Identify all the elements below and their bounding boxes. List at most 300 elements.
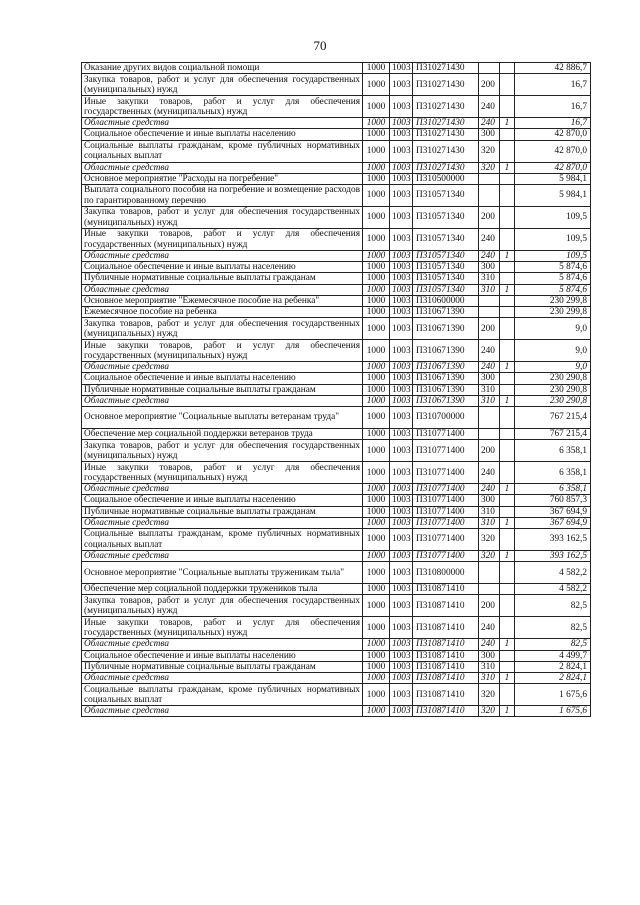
table-row bbox=[82, 639, 591, 650]
section-code: 1000 bbox=[363, 407, 390, 429]
table-row bbox=[82, 650, 591, 661]
target-article-code: П310271430 bbox=[413, 96, 479, 118]
row-description: Основное мероприятие "Расходы на погребение" bbox=[82, 173, 363, 184]
expense-type-code bbox=[479, 63, 500, 74]
funding-source-code bbox=[500, 384, 515, 395]
expense-type-code: 200 bbox=[479, 595, 500, 617]
row-description: Выплата социального пособия на погребение и возмещение расходов по гарантированному перечню bbox=[82, 185, 363, 207]
subsection-code: 1003 bbox=[390, 617, 413, 639]
section-code: 1000 bbox=[363, 118, 390, 129]
section-code: 1000 bbox=[363, 506, 390, 517]
expense-type-code: 200 bbox=[479, 207, 500, 229]
funding-source-code bbox=[500, 562, 515, 584]
subsection-code: 1003 bbox=[390, 284, 413, 295]
section-code: 1000 bbox=[363, 650, 390, 661]
subsection-code: 1003 bbox=[390, 63, 413, 74]
amount: 393 162,5 bbox=[515, 529, 591, 551]
row-description: Областные средства bbox=[82, 395, 363, 406]
expense-type-code bbox=[479, 584, 500, 595]
amount: 16,7 bbox=[515, 118, 591, 129]
expense-type-code: 200 bbox=[479, 74, 500, 96]
section-code: 1000 bbox=[363, 340, 390, 362]
section-code: 1000 bbox=[363, 462, 390, 484]
table-row bbox=[82, 673, 591, 684]
funding-source-code bbox=[500, 229, 515, 251]
target-article-code: П310771400 bbox=[413, 506, 479, 517]
amount: 5 874,6 bbox=[515, 273, 591, 284]
target-article-code: П310871410 bbox=[413, 617, 479, 639]
funding-source-code bbox=[500, 207, 515, 229]
expense-type-code bbox=[479, 407, 500, 429]
subsection-code: 1003 bbox=[390, 706, 413, 717]
row-description: Иные закупки товаров, работ и услуг для обеспечения государственных (муниципальных) нужд bbox=[82, 340, 363, 362]
expense-type-code: 240 bbox=[479, 639, 500, 650]
funding-source-code bbox=[500, 462, 515, 484]
subsection-code: 1003 bbox=[390, 584, 413, 595]
target-article-code: П310871410 bbox=[413, 706, 479, 717]
section-code: 1000 bbox=[363, 661, 390, 672]
target-article-code: П310771400 bbox=[413, 517, 479, 528]
section-code: 1000 bbox=[363, 207, 390, 229]
expense-type-code: 240 bbox=[479, 229, 500, 251]
amount: 9,0 bbox=[515, 318, 591, 340]
funding-source-code: 1 bbox=[500, 284, 515, 295]
funding-source-code bbox=[500, 373, 515, 384]
row-description: Областные средства bbox=[82, 284, 363, 295]
funding-source-code bbox=[500, 74, 515, 96]
target-article-code: П310271430 bbox=[413, 63, 479, 74]
amount: 5 984,1 bbox=[515, 173, 591, 184]
subsection-code: 1003 bbox=[390, 318, 413, 340]
funding-source-code bbox=[500, 129, 515, 140]
funding-source-code: 1 bbox=[500, 395, 515, 406]
expense-type-code: 240 bbox=[479, 462, 500, 484]
expense-type-code: 240 bbox=[479, 617, 500, 639]
expense-type-code: 240 bbox=[479, 96, 500, 118]
row-description: Обеспечение мер социальной поддержки тружеников тыла bbox=[82, 584, 363, 595]
section-code: 1000 bbox=[363, 96, 390, 118]
row-description: Областные средства bbox=[82, 162, 363, 173]
table-row bbox=[82, 129, 591, 140]
subsection-code: 1003 bbox=[390, 562, 413, 584]
funding-source-code bbox=[500, 262, 515, 273]
subsection-code: 1003 bbox=[390, 595, 413, 617]
funding-source-code bbox=[500, 440, 515, 462]
table-row bbox=[82, 262, 591, 273]
table-row bbox=[82, 595, 591, 617]
table-row bbox=[82, 284, 591, 295]
row-description: Публичные нормативные социальные выплаты гражданам bbox=[82, 661, 363, 672]
row-description: Основное мероприятие "Социальные выплаты труженикам тыла" bbox=[82, 562, 363, 584]
amount: 6 358,1 bbox=[515, 440, 591, 462]
target-article-code: П310571340 bbox=[413, 273, 479, 284]
table-row bbox=[82, 373, 591, 384]
target-article-code: П310600000 bbox=[413, 295, 479, 306]
section-code: 1000 bbox=[363, 517, 390, 528]
target-article-code: П310871410 bbox=[413, 661, 479, 672]
target-article-code: П310671390 bbox=[413, 384, 479, 395]
section-code: 1000 bbox=[363, 595, 390, 617]
row-description: Областные средства bbox=[82, 484, 363, 495]
expense-type-code: 200 bbox=[479, 440, 500, 462]
subsection-code: 1003 bbox=[390, 129, 413, 140]
table-row bbox=[82, 706, 591, 717]
funding-source-code: 1 bbox=[500, 484, 515, 495]
table-row bbox=[82, 140, 591, 162]
target-article-code: П310671390 bbox=[413, 395, 479, 406]
row-description: Областные средства bbox=[82, 362, 363, 373]
funding-source-code: 1 bbox=[500, 251, 515, 262]
table-row bbox=[82, 429, 591, 440]
expense-type-code: 300 bbox=[479, 262, 500, 273]
table-row bbox=[82, 462, 591, 484]
subsection-code: 1003 bbox=[390, 162, 413, 173]
table-row bbox=[82, 318, 591, 340]
row-description: Областные средства bbox=[82, 551, 363, 562]
expense-type-code: 310 bbox=[479, 273, 500, 284]
row-description: Закупка товаров, работ и услуг для обеспечения государственных (муниципальных) нужд bbox=[82, 595, 363, 617]
subsection-code: 1003 bbox=[390, 639, 413, 650]
funding-source-code bbox=[500, 340, 515, 362]
amount: 1 675,6 bbox=[515, 684, 591, 706]
amount: 5 874,6 bbox=[515, 262, 591, 273]
section-code: 1000 bbox=[363, 384, 390, 395]
amount: 5 984,1 bbox=[515, 185, 591, 207]
section-code: 1000 bbox=[363, 162, 390, 173]
target-article-code: П310271430 bbox=[413, 140, 479, 162]
subsection-code: 1003 bbox=[390, 262, 413, 273]
expense-type-code: 300 bbox=[479, 373, 500, 384]
funding-source-code bbox=[500, 429, 515, 440]
table-row bbox=[82, 162, 591, 173]
section-code: 1000 bbox=[363, 584, 390, 595]
section-code: 1000 bbox=[363, 529, 390, 551]
subsection-code: 1003 bbox=[390, 273, 413, 284]
section-code: 1000 bbox=[363, 262, 390, 273]
amount: 2 824,1 bbox=[515, 673, 591, 684]
subsection-code: 1003 bbox=[390, 251, 413, 262]
expense-type-code: 310 bbox=[479, 517, 500, 528]
target-article-code: П310500000 bbox=[413, 173, 479, 184]
expense-type-code: 320 bbox=[479, 162, 500, 173]
expense-type-code: 300 bbox=[479, 650, 500, 661]
row-description: Иные закупки товаров, работ и услуг для обеспечения государственных (муниципальных) нужд bbox=[82, 462, 363, 484]
table-row bbox=[82, 207, 591, 229]
table-row bbox=[82, 251, 591, 262]
amount: 5 874,6 bbox=[515, 284, 591, 295]
row-description: Закупка товаров, работ и услуг для обеспечения государственных (муниципальных) нужд bbox=[82, 74, 363, 96]
amount: 230 299,8 bbox=[515, 295, 591, 306]
subsection-code: 1003 bbox=[390, 395, 413, 406]
row-description: Иные закупки товаров, работ и услуг для обеспечения государственных (муниципальных) нужд bbox=[82, 617, 363, 639]
table-row bbox=[82, 395, 591, 406]
row-description: Областные средства bbox=[82, 706, 363, 717]
expense-type-code bbox=[479, 173, 500, 184]
row-description: Областные средства bbox=[82, 639, 363, 650]
subsection-code: 1003 bbox=[390, 229, 413, 251]
row-description: Социальное обеспечение и иные выплаты населению bbox=[82, 262, 363, 273]
funding-source-code bbox=[500, 407, 515, 429]
section-code: 1000 bbox=[363, 617, 390, 639]
funding-source-code bbox=[500, 140, 515, 162]
row-description: Ежемесячное пособие на ребенка bbox=[82, 307, 363, 318]
target-article-code: П310771400 bbox=[413, 429, 479, 440]
section-code: 1000 bbox=[363, 429, 390, 440]
expense-type-code: 320 bbox=[479, 684, 500, 706]
target-article-code: П310571340 bbox=[413, 262, 479, 273]
expense-type-code: 320 bbox=[479, 529, 500, 551]
target-article-code: П310771400 bbox=[413, 551, 479, 562]
subsection-code: 1003 bbox=[390, 551, 413, 562]
row-description: Обеспечение мер социальной поддержки ветеранов труда bbox=[82, 429, 363, 440]
funding-source-code bbox=[500, 529, 515, 551]
funding-source-code: 1 bbox=[500, 118, 515, 129]
amount: 4 499,7 bbox=[515, 650, 591, 661]
subsection-code: 1003 bbox=[390, 118, 413, 129]
target-article-code: П310871410 bbox=[413, 584, 479, 595]
funding-source-code bbox=[500, 650, 515, 661]
table-row bbox=[82, 185, 591, 207]
funding-source-code bbox=[500, 185, 515, 207]
subsection-code: 1003 bbox=[390, 462, 413, 484]
section-code: 1000 bbox=[363, 395, 390, 406]
section-code: 1000 bbox=[363, 440, 390, 462]
target-article-code: П310571340 bbox=[413, 251, 479, 262]
amount: 82,5 bbox=[515, 617, 591, 639]
target-article-code: П310871410 bbox=[413, 650, 479, 661]
amount: 42 870,0 bbox=[515, 140, 591, 162]
target-article-code: П310771400 bbox=[413, 462, 479, 484]
amount: 760 857,3 bbox=[515, 495, 591, 506]
table-row bbox=[82, 617, 591, 639]
subsection-code: 1003 bbox=[390, 529, 413, 551]
row-description: Областные средства bbox=[82, 517, 363, 528]
subsection-code: 1003 bbox=[390, 661, 413, 672]
row-description: Социальное обеспечение и иные выплаты населению bbox=[82, 373, 363, 384]
table-row bbox=[82, 63, 591, 74]
expense-type-code: 310 bbox=[479, 506, 500, 517]
target-article-code: П310571340 bbox=[413, 207, 479, 229]
table-row bbox=[82, 273, 591, 284]
section-code: 1000 bbox=[363, 273, 390, 284]
funding-source-code bbox=[500, 63, 515, 74]
table-row bbox=[82, 118, 591, 129]
target-article-code: П310771400 bbox=[413, 484, 479, 495]
table-row bbox=[82, 407, 591, 429]
expense-type-code: 320 bbox=[479, 140, 500, 162]
row-description: Социальное обеспечение и иные выплаты населению bbox=[82, 650, 363, 661]
funding-source-code bbox=[500, 595, 515, 617]
subsection-code: 1003 bbox=[390, 307, 413, 318]
amount: 6 358,1 bbox=[515, 484, 591, 495]
row-description: Социальное обеспечение и иные выплаты населению bbox=[82, 129, 363, 140]
amount: 4 582,2 bbox=[515, 562, 591, 584]
amount: 1 675,6 bbox=[515, 706, 591, 717]
amount: 4 582,2 bbox=[515, 584, 591, 595]
table-row bbox=[82, 517, 591, 528]
expense-type-code: 320 bbox=[479, 551, 500, 562]
section-code: 1000 bbox=[363, 140, 390, 162]
funding-source-code bbox=[500, 506, 515, 517]
subsection-code: 1003 bbox=[390, 506, 413, 517]
section-code: 1000 bbox=[363, 284, 390, 295]
amount: 42 886,7 bbox=[515, 63, 591, 74]
row-description: Областные средства bbox=[82, 251, 363, 262]
expense-type-code bbox=[479, 295, 500, 306]
expense-type-code bbox=[479, 429, 500, 440]
row-description: Социальное обеспечение и иные выплаты населению bbox=[82, 495, 363, 506]
target-article-code: П310671390 bbox=[413, 340, 479, 362]
amount: 230 290,8 bbox=[515, 384, 591, 395]
amount: 42 870,0 bbox=[515, 162, 591, 173]
target-article-code: П310571340 bbox=[413, 185, 479, 207]
target-article-code: П310771400 bbox=[413, 529, 479, 551]
funding-source-code bbox=[500, 273, 515, 284]
section-code: 1000 bbox=[363, 362, 390, 373]
expense-type-code: 310 bbox=[479, 384, 500, 395]
funding-source-code bbox=[500, 661, 515, 672]
section-code: 1000 bbox=[363, 295, 390, 306]
section-code: 1000 bbox=[363, 706, 390, 717]
expense-type-code: 300 bbox=[479, 495, 500, 506]
amount: 6 358,1 bbox=[515, 462, 591, 484]
amount: 767 215,4 bbox=[515, 407, 591, 429]
section-code: 1000 bbox=[363, 173, 390, 184]
expense-type-code: 240 bbox=[479, 118, 500, 129]
target-article-code: П310671390 bbox=[413, 318, 479, 340]
amount: 16,7 bbox=[515, 74, 591, 96]
amount: 16,7 bbox=[515, 96, 591, 118]
target-article-code: П310771400 bbox=[413, 440, 479, 462]
table-row bbox=[82, 584, 591, 595]
funding-source-code bbox=[500, 318, 515, 340]
subsection-code: 1003 bbox=[390, 673, 413, 684]
row-description: Социальные выплаты гражданам, кроме публичных нормативных социальных выплат bbox=[82, 140, 363, 162]
amount: 109,5 bbox=[515, 207, 591, 229]
section-code: 1000 bbox=[363, 673, 390, 684]
amount: 82,5 bbox=[515, 639, 591, 650]
target-article-code: П310871410 bbox=[413, 673, 479, 684]
expense-type-code: 310 bbox=[479, 661, 500, 672]
subsection-code: 1003 bbox=[390, 384, 413, 395]
row-description: Иные закупки товаров, работ и услуг для обеспечения государственных (муниципальных) нужд bbox=[82, 96, 363, 118]
subsection-code: 1003 bbox=[390, 440, 413, 462]
table-row bbox=[82, 684, 591, 706]
subsection-code: 1003 bbox=[390, 684, 413, 706]
row-description: Областные средства bbox=[82, 118, 363, 129]
target-article-code: П310800000 bbox=[413, 562, 479, 584]
table-row bbox=[82, 529, 591, 551]
target-article-code: П310871410 bbox=[413, 639, 479, 650]
funding-source-code bbox=[500, 307, 515, 318]
section-code: 1000 bbox=[363, 129, 390, 140]
row-description: Публичные нормативные социальные выплаты гражданам bbox=[82, 384, 363, 395]
expense-type-code: 240 bbox=[479, 340, 500, 362]
expense-type-code: 310 bbox=[479, 395, 500, 406]
expense-type-code: 200 bbox=[479, 318, 500, 340]
table-row bbox=[82, 340, 591, 362]
subsection-code: 1003 bbox=[390, 207, 413, 229]
funding-source-code: 1 bbox=[500, 673, 515, 684]
subsection-code: 1003 bbox=[390, 173, 413, 184]
subsection-code: 1003 bbox=[390, 74, 413, 96]
amount: 2 824,1 bbox=[515, 661, 591, 672]
target-article-code: П310271430 bbox=[413, 162, 479, 173]
table-row bbox=[82, 307, 591, 318]
subsection-code: 1003 bbox=[390, 495, 413, 506]
funding-source-code bbox=[500, 173, 515, 184]
row-description: Областные средства bbox=[82, 673, 363, 684]
subsection-code: 1003 bbox=[390, 373, 413, 384]
target-article-code: П310271430 bbox=[413, 74, 479, 96]
subsection-code: 1003 bbox=[390, 407, 413, 429]
funding-source-code: 1 bbox=[500, 639, 515, 650]
amount: 9,0 bbox=[515, 340, 591, 362]
amount: 109,5 bbox=[515, 229, 591, 251]
funding-source-code bbox=[500, 96, 515, 118]
section-code: 1000 bbox=[363, 495, 390, 506]
target-article-code: П310671390 bbox=[413, 307, 479, 318]
expense-type-code: 240 bbox=[479, 362, 500, 373]
section-code: 1000 bbox=[363, 185, 390, 207]
subsection-code: 1003 bbox=[390, 517, 413, 528]
funding-source-code bbox=[500, 684, 515, 706]
target-article-code: П310871410 bbox=[413, 684, 479, 706]
expense-type-code: 240 bbox=[479, 484, 500, 495]
target-article-code: П310700000 bbox=[413, 407, 479, 429]
target-article-code: П310271430 bbox=[413, 118, 479, 129]
page-number: 70 bbox=[313, 38, 327, 53]
target-article-code: П310771400 bbox=[413, 495, 479, 506]
target-article-code: П310571340 bbox=[413, 229, 479, 251]
target-article-code: П310271430 bbox=[413, 129, 479, 140]
amount: 393 162,5 bbox=[515, 551, 591, 562]
funding-source-code bbox=[500, 617, 515, 639]
funding-source-code bbox=[500, 495, 515, 506]
table-row bbox=[82, 295, 591, 306]
section-code: 1000 bbox=[363, 684, 390, 706]
table-row bbox=[82, 495, 591, 506]
amount: 367 694,9 bbox=[515, 506, 591, 517]
row-description: Публичные нормативные социальные выплаты гражданам bbox=[82, 273, 363, 284]
table-row bbox=[82, 661, 591, 672]
section-code: 1000 bbox=[363, 251, 390, 262]
expense-type-code bbox=[479, 562, 500, 584]
subsection-code: 1003 bbox=[390, 340, 413, 362]
section-code: 1000 bbox=[363, 562, 390, 584]
budget-table bbox=[81, 62, 591, 717]
row-description: Основное мероприятие "Ежемесячное пособие на ребенка" bbox=[82, 295, 363, 306]
section-code: 1000 bbox=[363, 307, 390, 318]
amount: 42 870,0 bbox=[515, 129, 591, 140]
row-description: Закупка товаров, работ и услуг для обеспечения государственных (муниципальных) нужд bbox=[82, 318, 363, 340]
funding-source-code: 1 bbox=[500, 706, 515, 717]
section-code: 1000 bbox=[363, 63, 390, 74]
funding-source-code bbox=[500, 295, 515, 306]
funding-source-code: 1 bbox=[500, 551, 515, 562]
table-row bbox=[82, 384, 591, 395]
table-row bbox=[82, 96, 591, 118]
row-description: Социальные выплаты гражданам, кроме публичных нормативных социальных выплат bbox=[82, 529, 363, 551]
amount: 367 694,9 bbox=[515, 517, 591, 528]
section-code: 1000 bbox=[363, 318, 390, 340]
subsection-code: 1003 bbox=[390, 185, 413, 207]
row-description: Закупка товаров, работ и услуг для обеспечения государственных (муниципальных) нужд bbox=[82, 207, 363, 229]
subsection-code: 1003 bbox=[390, 429, 413, 440]
table-row bbox=[82, 551, 591, 562]
row-description: Оказание других видов социальной помощи bbox=[82, 63, 363, 74]
table-row bbox=[82, 506, 591, 517]
